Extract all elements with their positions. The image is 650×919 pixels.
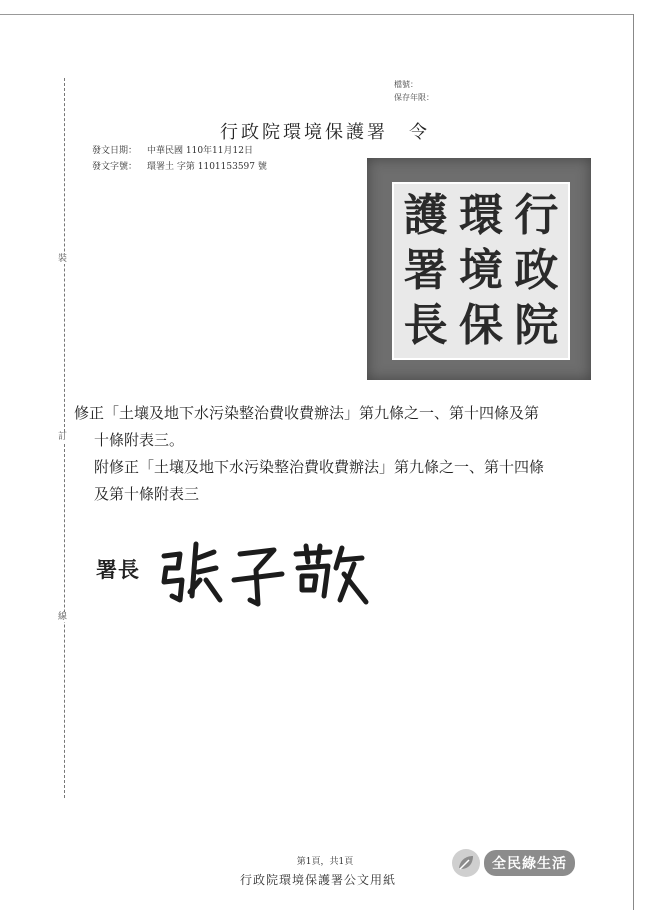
seal-glyph: 護 bbox=[403, 189, 448, 241]
doc-no-label: 發文字號： bbox=[92, 162, 138, 172]
official-seal bbox=[367, 158, 591, 380]
seal-glyph: 保 bbox=[458, 300, 503, 352]
seal-glyph: 院 bbox=[514, 300, 559, 352]
seal-glyph-grid bbox=[398, 188, 564, 354]
leaf-icon bbox=[452, 849, 480, 877]
signer-title: 署長 bbox=[96, 557, 140, 582]
page-border-right bbox=[633, 14, 634, 910]
file-no-label: 檔號： bbox=[394, 80, 418, 89]
page-number: 第1頁，共1頁 bbox=[296, 857, 354, 867]
order-body bbox=[74, 400, 594, 508]
page-border-top bbox=[0, 14, 634, 15]
official-paper-label: 行政院環境保護署公文用紙 bbox=[240, 873, 397, 887]
body-line-1: 修正「土壤及地下水污染整治費收費辦法」第九條之一、第十四條及第 bbox=[74, 404, 540, 422]
seal-glyph: 境 bbox=[458, 244, 503, 296]
date-label: 發文日期： bbox=[92, 146, 138, 156]
handwritten-signature bbox=[156, 534, 371, 614]
archive-block bbox=[394, 78, 434, 104]
logo-text: 全民綠生活 bbox=[484, 850, 575, 876]
date-row bbox=[92, 143, 267, 159]
seal-glyph: 政 bbox=[514, 244, 559, 296]
doc-no-value: 環署土 字第 1101153597 號 bbox=[147, 162, 267, 172]
binding-char-xian: 線 bbox=[58, 612, 68, 622]
green-life-logo bbox=[452, 849, 575, 877]
document-meta bbox=[92, 143, 267, 175]
body-line-4: 及第十條附表三 bbox=[94, 485, 200, 503]
document-title: 行政院環境保護署 令 bbox=[220, 122, 430, 143]
body-line-2: 十條附表三。 bbox=[94, 431, 185, 449]
date-value: 中華民國 110年11月12日 bbox=[147, 146, 253, 156]
body-line-3: 附修正「土壤及地下水污染整治費收費辦法」第九條之一、第十四條 bbox=[94, 458, 545, 476]
seal-glyph: 署 bbox=[403, 244, 448, 296]
seal-glyph: 長 bbox=[403, 300, 448, 352]
binding-char-ding: 訂 bbox=[58, 432, 68, 442]
retention-label: 保存年限： bbox=[394, 93, 434, 102]
doc-no-row bbox=[92, 159, 267, 175]
binding-char-zhuang: 裝 bbox=[58, 254, 68, 264]
seal-face bbox=[392, 182, 570, 360]
seal-glyph: 環 bbox=[458, 189, 503, 241]
signature-block bbox=[94, 540, 374, 610]
seal-glyph: 行 bbox=[514, 189, 559, 241]
